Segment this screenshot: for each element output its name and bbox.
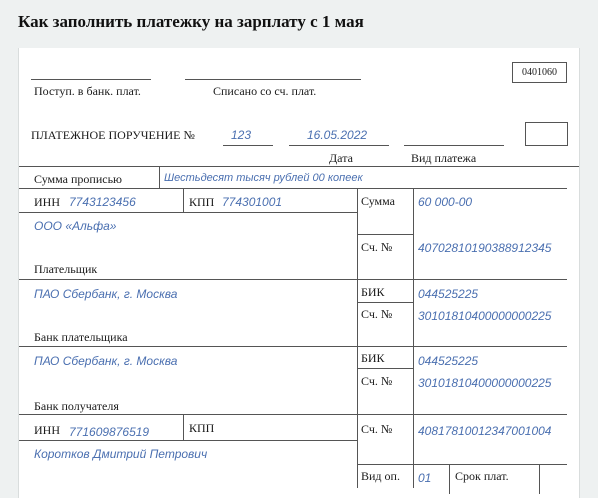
deadline-divider [539,464,540,494]
payer-bank-row-line [19,346,567,347]
payer-bik-line [357,302,413,303]
payer-inn-value: 7743123456 [69,195,136,209]
payer-account-label: Сч. № [361,240,393,254]
order-date-line [289,145,389,146]
inn-row-line [19,212,357,213]
date-label: Дата [329,151,353,165]
recipient-inn-value: 771609876519 [69,425,150,439]
sum-account-line [357,234,413,235]
payer-bank-bik-label: БИК [361,285,385,299]
payer-bank-name: ПАО Сбербанк, г. Москва [34,287,178,301]
row-line-1 [19,166,579,167]
payer-kpp-label: КПП [189,195,215,209]
payer-bank-label: Банк плательщика [34,330,128,344]
right-column-divider [357,188,358,488]
recipient-name: Коротков Дмитрий Петрович [34,447,208,461]
payer-inn-label: ИНН [34,195,60,209]
status-box [525,122,568,146]
amount-words-label: Сумма прописью [34,172,123,186]
recipient-account-label: Сч. № [361,422,393,436]
payer-kpp-value: 774301001 [222,195,283,209]
payment-type-label: Вид платежа [411,151,477,165]
op-row-line [357,464,567,465]
order-date: 16.05.2022 [307,128,368,142]
deadline-label: Срок плат. [455,469,509,483]
payment-order-form [18,48,580,498]
order-label: ПЛАТЕЖНОЕ ПОРУЧЕНИЕ № [31,128,195,142]
op-type-label: Вид оп. [361,469,400,483]
recipient-account-value: 40817810012347001004 [418,424,552,438]
payer-bank-bik-value: 044525225 [418,287,479,301]
recipient-kpp-label: КПП [189,421,215,435]
debited-line [185,79,361,80]
debited-label: Списано со сч. плат. [213,84,317,98]
payer-account-value: 40702810190388912345 [418,241,552,255]
form-code: 0401060 [512,62,567,83]
op-type-value: 01 [418,471,432,485]
recipient-bank-label: Банк получателя [34,399,119,413]
page-title: Как заполнить платежку на зарплату с 1 мая [18,12,364,31]
order-number: 123 [231,128,252,142]
recipient-inn-row-line [19,440,357,441]
sum-label: Сумма [361,194,395,208]
recipient-bank-row-line [19,414,567,415]
recipient-inn-kpp-divider [183,414,184,440]
payer-label: Плательщик [34,262,98,276]
recipient-bik-line [357,368,413,369]
recipient-bank-account-label: Сч. № [361,374,393,388]
received-label: Поступ. в банк. плат. [34,84,141,98]
received-line [31,79,151,80]
payer-name: ООО «Альфа» [34,219,117,233]
recipient-bank-name: ПАО Сбербанк, г. Москва [34,354,178,368]
recipient-bank-bik-label: БИК [361,351,385,365]
op-type-divider [449,464,450,494]
payer-bank-account-label: Сч. № [361,307,393,321]
amount-words-value: Шестьдесят тысяч рублей 00 копеек [164,172,363,184]
recipient-bank-bik-value: 044525225 [418,354,479,368]
payer-row-line [19,279,567,280]
sum-value: 60 000-00 [418,195,473,209]
recipient-bank-account-value: 30101810400000000225 [418,376,552,390]
row-line-2 [19,188,567,189]
inn-kpp-divider [183,188,184,212]
label-column-divider [413,188,414,488]
order-number-line [223,145,273,146]
amount-words-divider [159,166,160,188]
payment-type-line [404,145,504,146]
payer-bank-account-value: 30101810400000000225 [418,309,552,323]
recipient-inn-label: ИНН [34,423,60,437]
